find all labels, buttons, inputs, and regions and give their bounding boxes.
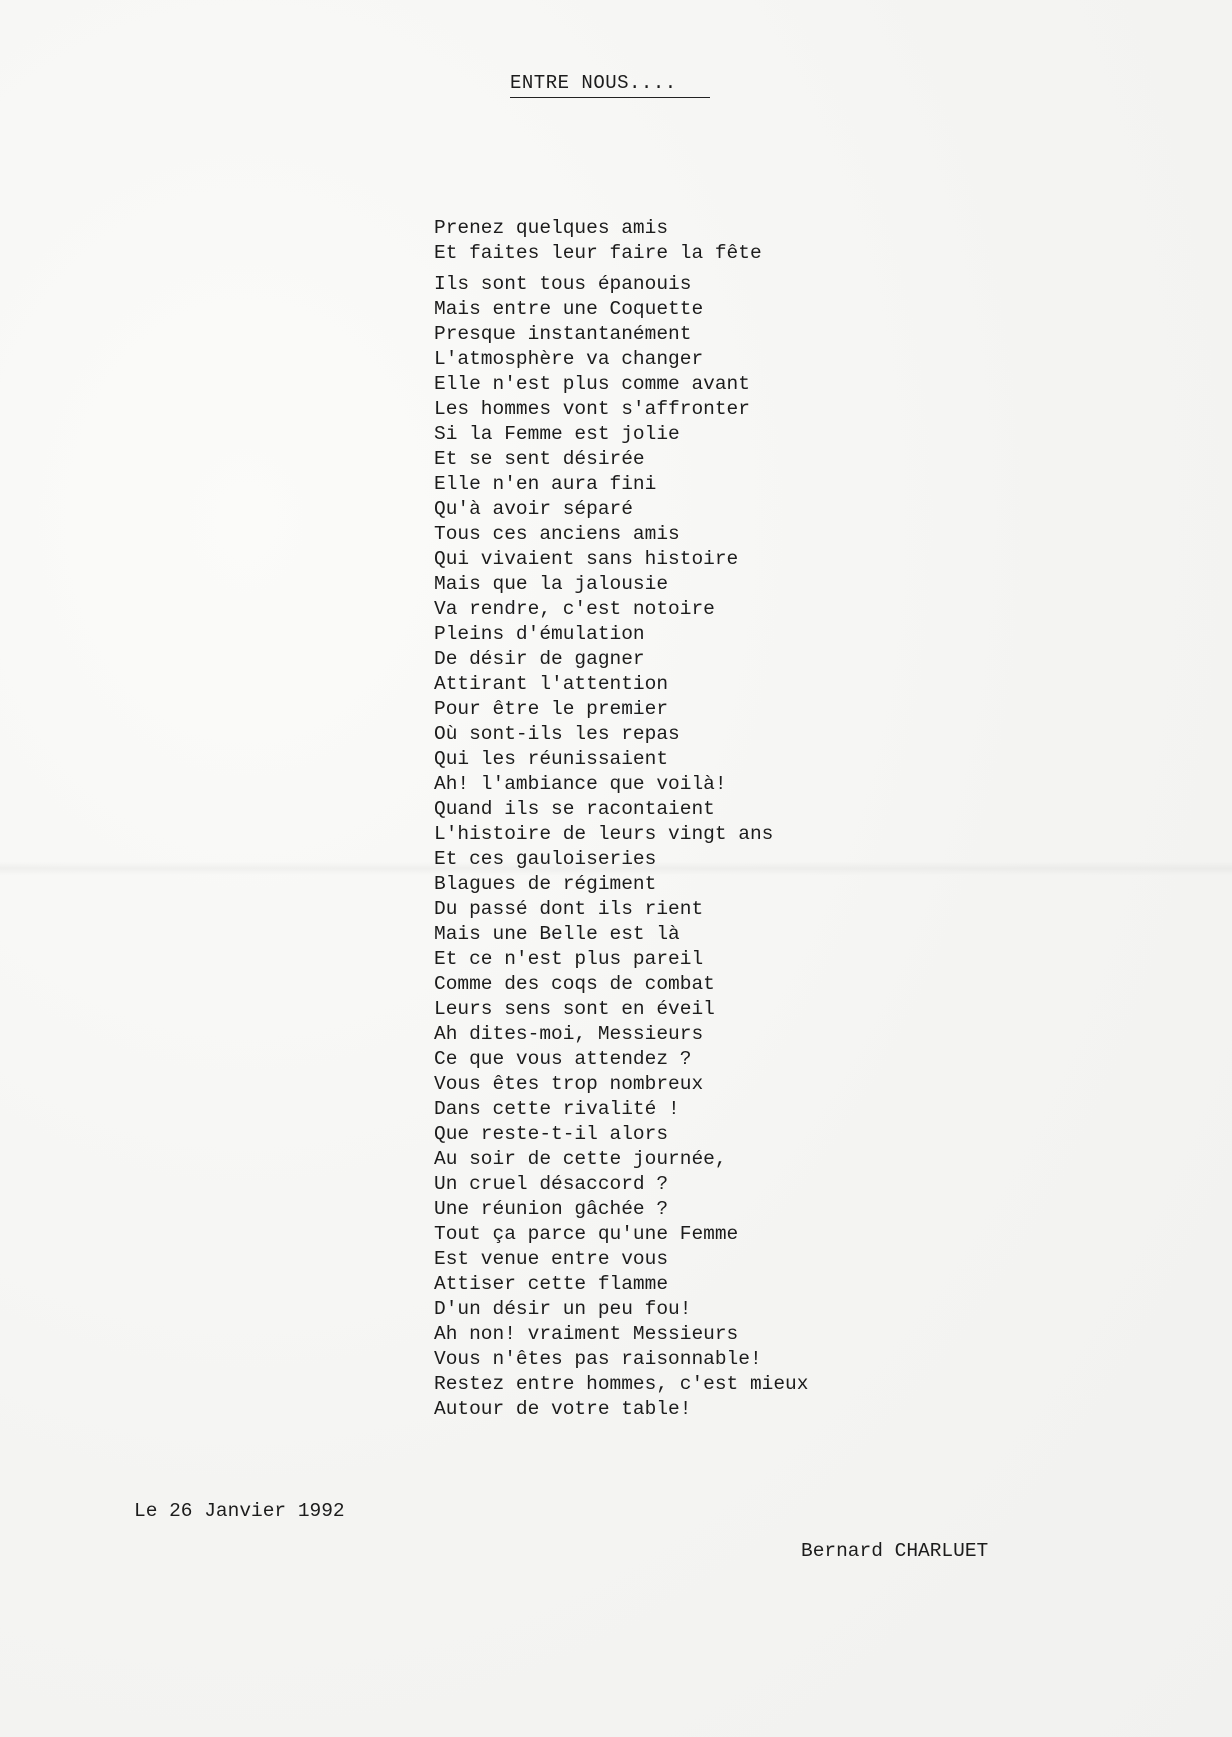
poem-line: Ah! l'ambiance que voilà! [434,773,727,795]
poem-line: Ils sont tous épanouis [434,273,692,295]
poem-line: Où sont-ils les repas [434,723,680,745]
poem-line: Attirant l'attention [434,673,669,695]
poem-title: ENTRE NOUS.... [510,72,677,94]
poem-line: Et ce n'est plus pareil [434,948,704,970]
poem-line: Elle n'en aura fini [434,473,657,495]
poem-line: L'atmosphère va changer [434,348,704,370]
poem-line: Mais que la jalousie [434,573,669,595]
title-underline [510,97,710,98]
poem-line: Au soir de cette journée, [434,1148,727,1170]
author-signature: Bernard CHARLUET [801,1540,989,1562]
poem-line: Pleins d'émulation [434,623,645,645]
poem-line: Va rendre, c'est notoire [434,598,715,620]
poem-line: Vous n'êtes pas raisonnable! [434,1348,762,1370]
poem-line: Mais entre une Coquette [434,298,704,320]
poem-line: Ah dites-moi, Messieurs [434,1023,704,1045]
date-line: Le 26 Janvier 1992 [134,1500,345,1522]
poem-line: Vous êtes trop nombreux [434,1073,704,1095]
poem-line: Qu'à avoir séparé [434,498,633,520]
poem-line: Attiser cette flamme [434,1273,669,1295]
poem-body [434,216,808,1422]
poem-line: Est venue entre vous [434,1248,669,1270]
poem-line: Un cruel désaccord ? [434,1173,669,1195]
poem-line: Si la Femme est jolie [434,423,680,445]
poem-line: Autour de votre table! [434,1398,692,1420]
poem-line: Presque instantanément [434,323,692,345]
poem-line: Comme des coqs de combat [434,973,715,995]
poem-line: Blagues de régiment [434,873,657,895]
poem-line: Pour être le premier [434,698,669,720]
poem-line: Du passé dont ils rient [434,898,704,920]
poem-line: Et faites leur faire la fête [434,242,762,264]
poem-line: Mais une Belle est là [434,923,680,945]
poem-line: Ce que vous attendez ? [434,1048,692,1070]
poem-line: D'un désir un peu fou! [434,1298,692,1320]
poem-line: Prenez quelques amis [434,217,669,239]
poem-line: Quand ils se racontaient [434,798,715,820]
poem-line: Les hommes vont s'affronter [434,398,750,420]
poem-line: Tous ces anciens amis [434,523,680,545]
poem-line: Elle n'est plus comme avant [434,373,750,395]
poem-line: Et se sent désirée [434,448,645,470]
poem-line: L'histoire de leurs vingt ans [434,823,774,845]
poem-line: Ah non! vraiment Messieurs [434,1323,739,1345]
poem-line: Tout ça parce qu'une Femme [434,1223,739,1245]
poem-line: Que reste-t-il alors [434,1123,669,1145]
poem-line: Restez entre hommes, c'est mieux [434,1373,809,1395]
poem-line: Et ces gauloiseries [434,848,657,870]
poem-line: Dans cette rivalité ! [434,1098,680,1120]
poem-line: Leurs sens sont en éveil [434,998,715,1020]
poem-line: Qui les réunissaient [434,748,669,770]
poem-line: De désir de gagner [434,648,645,670]
poem-line: Une réunion gâchée ? [434,1198,669,1220]
poem-line: Qui vivaient sans histoire [434,548,739,570]
